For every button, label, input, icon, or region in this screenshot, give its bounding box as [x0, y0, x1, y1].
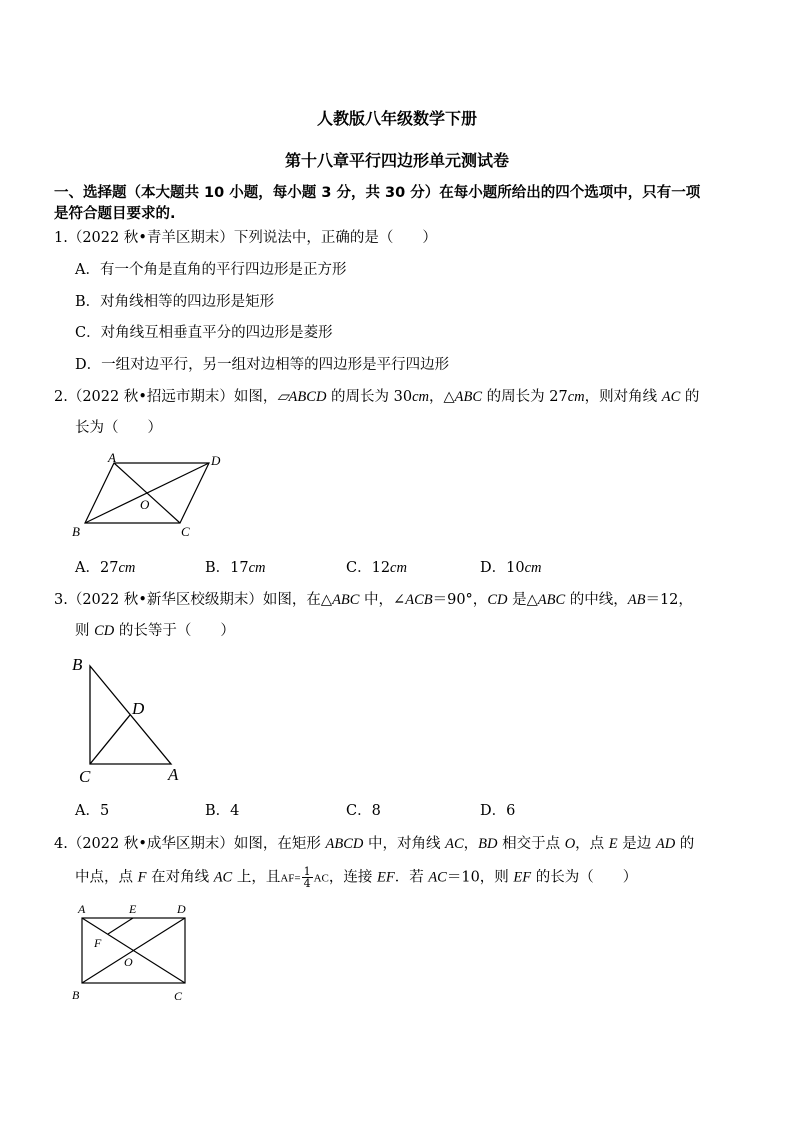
label-a: A [168, 765, 179, 784]
question-4-rectangle-figure [66, 898, 201, 1008]
label-e: E [129, 902, 137, 916]
question-2-option-c: C．12cm [346, 560, 407, 576]
label-b: B [72, 988, 80, 1002]
question-3-stem-line2: 则 CD 的长等于（ ） [75, 623, 235, 639]
question-1-option-b: B．对角线相等的四边形是矩形 [75, 294, 275, 310]
question-3-option-b: B．4 [205, 803, 240, 819]
question-1-stem: 1.（2022 秋•青羊区期末）下列说法中，正确的是（ ） [54, 230, 437, 246]
label-f: F [94, 936, 102, 950]
question-1-option-c: C．对角线互相垂直平分的四边形是菱形 [75, 325, 333, 341]
question-2-option-d: D．10cm [480, 560, 542, 576]
question-2-option-b: B．17cm [205, 560, 266, 576]
label-o: O [140, 497, 150, 512]
question-2-parallelogram-figure [60, 448, 240, 543]
label-o: O [124, 955, 133, 969]
median-cd [90, 715, 130, 764]
question-1-option-a: A．有一个角是直角的平行四边形是正方形 [75, 262, 347, 278]
section-heading-line2: 是符合题目要求的. [54, 206, 176, 222]
question-4-stem-line1: 4.（2022 秋•成华区期末）如图，在矩形 ABCD 中，对角线 AC，BD 相交于点 O，点 E 是边 AD 的 [54, 836, 695, 852]
question-4-stem-line2: 中点，点 F 在对角线 AC 上，且AF= $\frac{1}{4}$ AC，连接 EF．若 AC＝10，则 EF 的长为（ ） [75, 865, 638, 890]
question-2-option-a: A．27cm [75, 560, 136, 576]
segment-ef [108, 918, 133, 934]
label-b: B [72, 655, 83, 674]
question-3-option-c: C．8 [346, 803, 381, 819]
question-3-option-d: D．6 [480, 803, 516, 819]
page-title: 人教版八年级数学下册 [316, 109, 477, 128]
fraction-one-quarter: $\frac{1}{4}$ [303, 865, 311, 890]
label-c: C [181, 524, 190, 539]
label-d: D [177, 902, 186, 916]
label-c: C [174, 989, 183, 1003]
page-subtitle: 第十八章平行四边形单元测试卷 [284, 151, 509, 170]
question-3-option-a: A．5 [75, 803, 110, 819]
question-1-option-d: D．一组对边平行，另一组对边相等的四边形是平行四边形 [75, 357, 450, 373]
label-a: A [78, 902, 86, 916]
label-d: D [132, 699, 145, 718]
label-b: B [72, 524, 80, 539]
question-2-stem-line1: 2.（2022 秋•招远市期末）如图，▱ABCD 的周长为 30cm，△ABC 的周长为 27cm，则对角线 AC 的 [54, 389, 700, 405]
question-3-triangle-figure [66, 650, 196, 788]
label-c: C [79, 767, 91, 786]
label-a: A [108, 450, 116, 465]
section-heading-line1: 一、选择题（本大题共 10 小题，每小题 3 分，共 30 分）在每小题所给出的四个选项中，只有一项 [54, 185, 701, 201]
label-d: D [211, 453, 221, 468]
question-3-stem-line1: 3.（2022 秋•新华区校级期末）如图，在△ABC 中，∠ACB＝90°，CD 是△ABC 的中线，AB＝12， [54, 592, 693, 608]
diagonal-bd [85, 463, 209, 523]
question-2-stem-line2: 长为（ ） [75, 420, 162, 436]
